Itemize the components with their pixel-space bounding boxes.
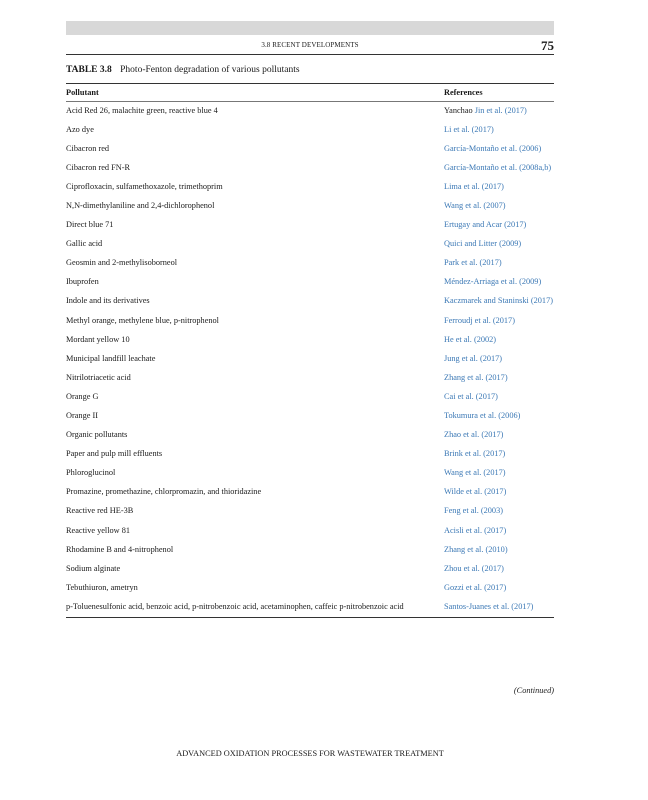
pollutant-cell: Municipal landfill leachate: [66, 353, 156, 363]
pollutant-cell: Reactive red HE-3B: [66, 506, 134, 516]
reference-cell: [444, 411, 554, 422]
table-row: [66, 216, 554, 235]
table-row: [66, 369, 554, 388]
reference-cell: [444, 506, 554, 517]
reference-link[interactable]: Park et al. (2017): [444, 258, 502, 268]
pollutant-cell: Tebuthiuron, ametryn: [66, 582, 138, 592]
table-row: [66, 140, 554, 159]
reference-link[interactable]: He et al. (2002): [444, 334, 497, 344]
reference-link[interactable]: Ertugay and Acar (2017): [444, 220, 527, 230]
reference-cell: [444, 602, 554, 613]
pollutant-cell: Orange II: [66, 411, 99, 420]
pollutant-cell: Geosmin and 2-methylisoborneol: [66, 258, 178, 268]
reference-link[interactable]: Gozzi et al. (2017): [444, 582, 507, 592]
table-row: [66, 292, 554, 311]
reference-link[interactable]: Acisli et al. (2017): [444, 525, 507, 535]
header-rule: [66, 54, 554, 55]
reference-cell: [444, 106, 554, 117]
table-row: [66, 598, 554, 617]
reference-cell: [444, 430, 554, 441]
pollutant-cell: Azo dye: [66, 124, 94, 134]
reference-cell: [444, 163, 554, 174]
reference-cell: [444, 258, 554, 269]
table-row: [66, 312, 554, 331]
reference-link[interactable]: Méndez-Arriaga et al. (2009): [444, 277, 542, 287]
pollutant-cell: Nitrilotriacetic acid: [66, 372, 131, 382]
table-row: [66, 560, 554, 579]
reference-cell: [444, 354, 554, 365]
pollutant-table: [66, 83, 554, 618]
table-label: TABLE 3.8: [66, 65, 112, 75]
pollutant-cell: Organic pollutants: [66, 430, 128, 440]
table-row: [66, 407, 554, 426]
reference-link[interactable]: Quici and Litter (2009): [444, 239, 522, 249]
reference-link[interactable]: Tokumura et al. (2006): [444, 411, 521, 420]
reference-cell: [444, 220, 554, 231]
pollutant-cell: Ciprofloxacin, sulfamethoxazole, trimethoprim: [66, 181, 223, 191]
reference-link[interactable]: García-Montaño et al. (2008a,b): [444, 162, 552, 172]
pollutant-cell: Indole and its derivatives: [66, 296, 150, 306]
table-title: Photo-Fenton degradation of various pollutants: [120, 65, 300, 75]
reference-cell: [444, 468, 554, 479]
reference-link[interactable]: Wang et al. (2007): [444, 200, 506, 210]
table-row: [66, 483, 554, 502]
table-row: [66, 502, 554, 521]
reference-cell: [444, 144, 554, 155]
reference-prefix: Yanchao: [444, 105, 475, 115]
table-row: [66, 350, 554, 369]
table-body: [66, 102, 554, 618]
reference-link[interactable]: García-Montaño et al. (2006): [444, 143, 542, 153]
column-header-references: References: [444, 88, 483, 97]
table-row: [66, 197, 554, 216]
table-row: [66, 159, 554, 178]
reference-link[interactable]: Kaczmarek and Staninski (2017): [444, 296, 553, 306]
reference-cell: [444, 392, 554, 403]
pollutant-cell: Cibacron red FN-R: [66, 162, 131, 172]
reference-cell: [444, 182, 554, 193]
reference-link[interactable]: Li et al. (2017): [444, 124, 494, 134]
continued-note: (Continued): [513, 686, 554, 695]
table-row: [66, 273, 554, 292]
reference-cell: [444, 335, 554, 346]
reference-cell: [444, 564, 554, 575]
reference-cell: [444, 373, 554, 384]
table-row: [66, 235, 554, 254]
pollutant-cell: p-Toluenesulfonic acid, benzoic acid, p-nitrobenzoic acid, acetaminophen, caffeic p-nitrobenzoic acid: [66, 601, 404, 611]
table-row: [66, 121, 554, 140]
header-bar: [66, 21, 554, 35]
page-number: 75: [541, 38, 554, 53]
pollutant-cell: Promazine, promethazine, chlorpromazin, and thioridazine: [66, 487, 262, 497]
reference-cell: [444, 487, 554, 498]
reference-cell: [444, 545, 554, 556]
section-title: 3.8 RECENT DEVELOPMENTS: [261, 41, 359, 49]
reference-link[interactable]: Brink et al. (2017): [444, 449, 506, 459]
reference-link[interactable]: Zhang et al. (2017): [444, 372, 508, 382]
reference-cell: [444, 277, 554, 288]
pollutant-cell: Phloroglucinol: [66, 468, 116, 478]
reference-link[interactable]: Zhang et al. (2010): [444, 544, 508, 554]
table-row: [66, 331, 554, 350]
pollutant-cell: Sodium alginate: [66, 563, 121, 573]
pollutant-cell: Ibuprofen: [66, 277, 99, 287]
table-bottom-rule: [66, 617, 554, 618]
table-row: [66, 464, 554, 483]
table-row: [66, 102, 554, 121]
reference-link[interactable]: Wilde et al. (2017): [444, 487, 507, 497]
table-caption: [66, 65, 300, 75]
table-row: [66, 388, 554, 407]
reference-link[interactable]: Jung et al. (2017): [444, 353, 503, 363]
table-row: [66, 426, 554, 445]
table-row: [66, 445, 554, 464]
pollutant-cell: Methyl orange, methylene blue, p-nitrophenol: [66, 315, 219, 325]
reference-link[interactable]: Wang et al. (2017): [444, 468, 506, 478]
table-row: [66, 254, 554, 273]
pollutant-cell: Paper and pulp mill effluents: [66, 449, 163, 459]
pollutant-cell: Reactive yellow 81: [66, 525, 131, 535]
pollutant-cell: Acid Red 26, malachite green, reactive blue 4: [66, 105, 218, 115]
running-header: [66, 38, 554, 54]
table-row: [66, 178, 554, 197]
pollutant-cell: Cibacron red: [66, 143, 110, 153]
table-header-row: [66, 84, 554, 101]
pollutant-cell: Rhodamine B and 4-nitrophenol: [66, 544, 174, 554]
reference-cell: [444, 526, 554, 537]
reference-cell: [444, 125, 554, 136]
reference-cell: [444, 316, 554, 327]
reference-link[interactable]: Jin et al. (2017): [474, 105, 527, 115]
table-row: [66, 541, 554, 560]
column-header-pollutant: Pollutant: [66, 88, 99, 97]
reference-link[interactable]: Lima et al. (2017): [444, 181, 504, 191]
reference-link[interactable]: Ferroudj et al. (2017): [444, 315, 515, 325]
reference-link[interactable]: Cai et al. (2017): [444, 391, 498, 401]
pollutant-cell: Mordant yellow 10: [66, 334, 130, 344]
table-row: [66, 522, 554, 541]
reference-link[interactable]: Zhao et al. (2017): [444, 430, 504, 440]
pollutant-cell: Orange G: [66, 391, 99, 401]
pollutant-cell: Gallic acid: [66, 239, 103, 249]
reference-cell: [444, 449, 554, 460]
reference-cell: [444, 296, 554, 307]
reference-link[interactable]: Santos-Juanes et al. (2017): [444, 601, 534, 611]
pollutant-cell: Direct blue 71: [66, 220, 114, 230]
running-footer: ADVANCED OXIDATION PROCESSES FOR WASTEWATER TREATMENT: [176, 749, 444, 758]
reference-link[interactable]: Zhou et al. (2017): [444, 563, 504, 573]
pollutant-cell: N,N-dimethylaniline and 2,4-dichlorophenol: [66, 200, 215, 210]
table-row: [66, 579, 554, 598]
reference-link[interactable]: Feng et al. (2003): [444, 506, 503, 516]
reference-cell: [444, 201, 554, 212]
reference-cell: [444, 239, 554, 250]
reference-cell: [444, 583, 554, 594]
